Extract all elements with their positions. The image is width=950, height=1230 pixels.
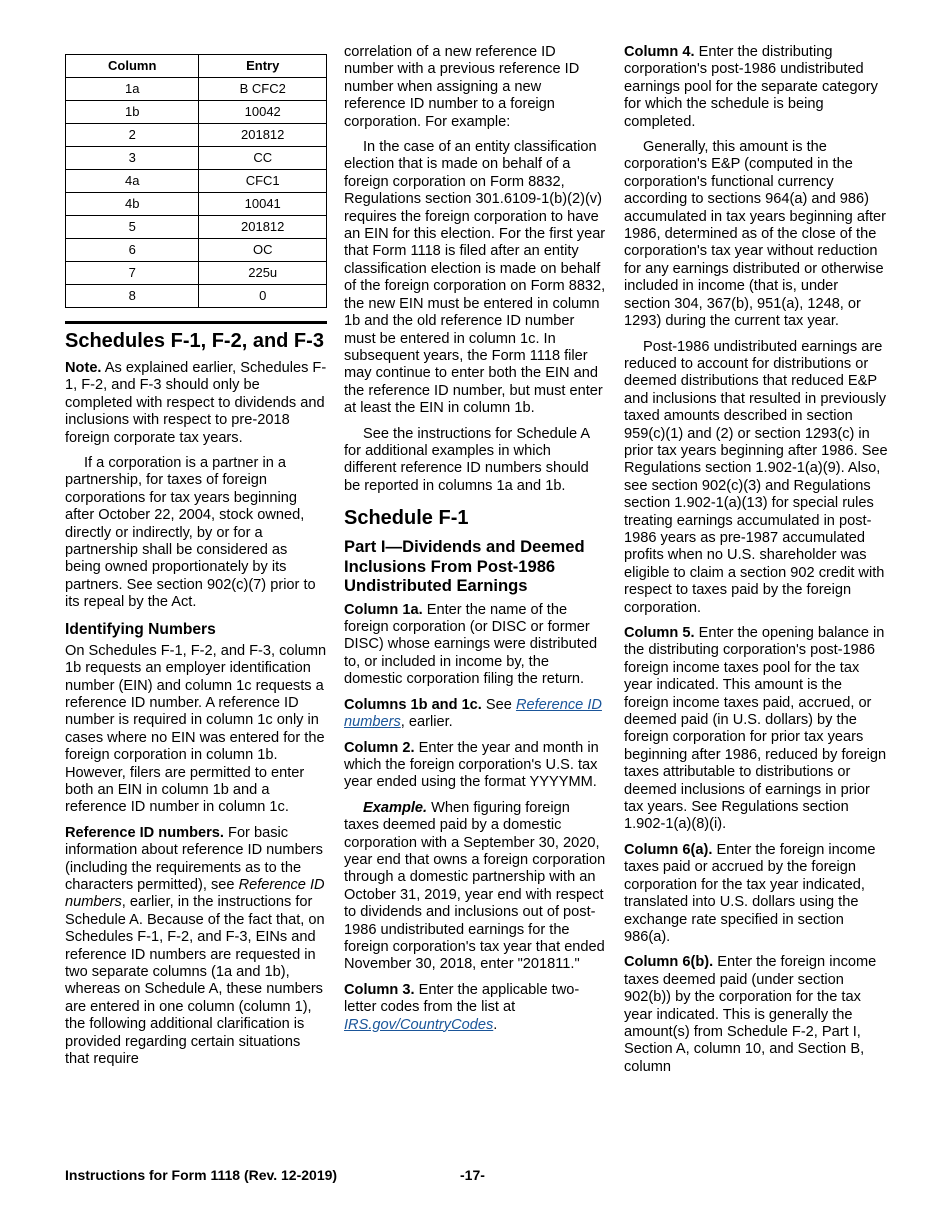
note-text: As explained earlier, Schedules F-1, F-2, and F-3 should only be completed with respect to dividends and inclusions with respect to pre-2018 foreign corporate tax years. — [65, 360, 327, 446]
table-cell-entry: OC — [199, 239, 327, 262]
table-cell-entry: B CFC2 — [199, 78, 327, 101]
columns-1b-1c-text-end: , earlier. — [400, 714, 453, 731]
part-one-heading: Part I—Dividends and Deemed Inclusions From Post-1986 Undistributed Earnings — [344, 537, 585, 596]
table-cell-entry: 0 — [199, 285, 327, 308]
table-cell-column: 1b — [66, 101, 199, 124]
table-row — [66, 193, 327, 216]
table-row — [66, 262, 327, 285]
example-paragraph — [344, 800, 606, 974]
reference-id-text-cont: , earlier, in the instructions for Schedule A. Because of the fact that, on Schedules F-1, F-2, and F-3, EINs and reference ID numbers are requested in two separate columns (1a and 1b), whereas on Schedule A, these numbers are entered in one column (column 1), the following additional clarification is provided regarding certain situations that require — [65, 894, 325, 1068]
column-6b-text: Enter the foreign income taxes deemed paid (under section 902(b)) by the corporation for the tax year indicated. This is generally the amount(s) from Schedule F-2, Part I, Section A, column 10, and Section B, column — [624, 954, 877, 1075]
section-rule — [65, 321, 327, 352]
column-2-lead: Column 2. — [344, 739, 415, 756]
reference-id-italic: Reference ID numbers — [65, 876, 325, 911]
reference-id-paragraph — [65, 825, 327, 1069]
reference-id-link[interactable]: Reference ID numbers — [344, 696, 602, 731]
table-cell-entry: 10041 — [199, 193, 327, 216]
note-paragraph — [65, 360, 327, 447]
table-cell-entry: CC — [199, 147, 327, 170]
table-cell-column: 8 — [66, 285, 199, 308]
table-row — [66, 239, 327, 262]
column-1a-lead: Column 1a. — [344, 601, 423, 618]
table-cell-entry: 201812 — [199, 216, 327, 239]
see-instructions-paragraph: See the instructions for Schedule A for additional examples in which different reference ID numbers should be reported in columns 1a and 1b. — [344, 425, 590, 494]
table-cell-entry: 201812 — [199, 124, 327, 147]
table-cell-column: 4a — [66, 170, 199, 193]
partner-paragraph: If a corporation is a partner in a partnership, for taxes of foreign corporations for tax years beginning after October 22, 2004, stock owned, directly or indirectly, by or for a partnership shall be considered as being owned proportionately by its partners. See section 902(c)(7) prior to its repeal by the Act. — [65, 455, 316, 611]
table-row — [66, 78, 327, 101]
table-row — [66, 124, 327, 147]
schedule-f1-heading: Schedule F-1 — [344, 507, 469, 530]
column-6b-lead: Column 6(b). — [624, 954, 714, 971]
post-1986-paragraph: Post-1986 undistributed earnings are reduced to account for distributions or deemed distributions that reduced E&P and inclusions that resulted in previously taxed amounts described in section 959(c)(1) and (2) or section 1293(c) in prior tax years beginning after 1986. See Regulations section 1.902-1(a)(9). Also, see section 902(c)(3) and Regulations section 1.902-1(a)(13) for special rules treating earnings accumulated in post-1986 years as pre-1987 accumulated profits when no U.S. shareholder was eligible to claim a section 902 credit with respect to taxes paid by the foreign corporation. — [624, 338, 888, 616]
column-6a-text: Enter the foreign income taxes paid or accrued by the foreign corporation for the tax year indicated, translated into U.S. dollars using the exchange rate specified in section 986(a). — [624, 841, 876, 945]
column-1a-paragraph — [344, 602, 606, 689]
column-3-lead: Column 3. — [344, 981, 415, 998]
reference-id-lead: Reference ID numbers. — [65, 824, 224, 841]
table-cell-column: 5 — [66, 216, 199, 239]
column-5-paragraph — [624, 625, 888, 834]
table-row — [66, 285, 327, 308]
table-row — [66, 101, 327, 124]
table-row — [66, 170, 327, 193]
continued-paragraph: correlation of a new reference ID number with a previous reference ID number when assigning a new reference ID number to a foreign corporation. For example: — [344, 44, 580, 130]
generally-paragraph: Generally, this amount is the corporation's E&P (computed in the corporation's functional currency according to sections 964(a) and 986) accumulated in tax years beginning after 1986, determined as of the close of the corporation's tax year without reduction for any earnings distributed or otherwise included in income (that is, under section 304, 367(b), 951(a), 1248, or 1293) during the current tax year. — [624, 139, 887, 330]
table-cell-entry: 225u — [199, 262, 327, 285]
column-5-lead: Column 5. — [624, 625, 695, 641]
table-row — [66, 147, 327, 170]
example-lead: Example. — [363, 799, 428, 816]
example-text: When figuring foreign taxes deemed paid by a domestic corporation with a September 30, 2020, year end that owns a foreign corporation through a domestic partnership with an October 31, 2019, year end with respect to dividends and inclusions out of post-1986 undistributed earnings for the foreign corporation's tax year that ended November 30, 2018, enter "201811." — [344, 799, 606, 973]
table-cell-entry: 10042 — [199, 101, 327, 124]
column-3-end: . — [493, 1016, 498, 1033]
election-paragraph: In the case of an entity classification election that is made on behalf of a foreign corporation on Form 8832, Regulations section 301.6109-1(b)(2)(v) requires the foreign corporation to have an EIN for this election. For the first year that Form 1118 is filed after an entity classification election is made on behalf of the foreign corporation on Form 8832, the new EIN must be entered in column 1b and the old reference ID number must be entered in column 1c. In subsequent years, the Form 1118 filer may continue to enter both the EIN and the reference ID number, but must enter at least the EIN in column 1b. — [344, 139, 606, 417]
table-cell-column: 7 — [66, 262, 199, 285]
identifying-numbers-paragraph: On Schedules F-1, F-2, and F-3, column 1b requests an employer identification number (EIN) and column 1c requests a reference ID number. A reference ID number is required in column 1c only in cases where no EIN was entered for the foreign corporation in column 1b. However, filers are permitted to enter both an EIN in column 1b and a reference ID number in column 1c. — [65, 642, 327, 816]
table-header-row — [66, 55, 327, 78]
column-6a-paragraph — [624, 842, 888, 946]
column-2-text: Enter the year and month in which the foreign corporation's U.S. tax year ended using the format YYYYMM. — [344, 739, 599, 791]
column-3-paragraph — [344, 982, 606, 1034]
note-lead: Note. — [65, 360, 102, 376]
table-row — [66, 216, 327, 239]
column-4-text: Enter the distributing corporation's post-1986 undistributed earnings pool for the separate category for which the schedule is being completed. — [624, 44, 878, 130]
table-header-column: Column — [66, 55, 199, 78]
table-cell-column: 3 — [66, 147, 199, 170]
columns-1b-1c-paragraph — [344, 697, 606, 732]
column-6b-paragraph — [624, 954, 888, 1076]
table-cell-column: 2 — [66, 124, 199, 147]
schedules-f-heading: Schedules F-1, F-2, and F-3 — [65, 330, 324, 352]
table-cell-column: 6 — [66, 239, 199, 262]
columns-1b-1c-text: See — [485, 696, 512, 713]
column-2-paragraph — [344, 740, 606, 792]
table-cell-entry: CFC1 — [199, 170, 327, 193]
table-cell-column: 1a — [66, 78, 199, 101]
footer-form-title: Instructions for Form 1118 (Rev. 12-2019) — [65, 1167, 338, 1183]
column-4-lead: Column 4. — [624, 44, 695, 60]
column-5-text: Enter the opening balance in the distributing corporation's post-1986 foreign income taxes pool for the tax year indicated. This amount is the foreign income taxes paid, accrued, or deemed paid (in U.S. dollars) by the foreign corporation for prior tax years beginning after 1986, reduced by foreign taxes attributable to distributions or deemed inclusions of earnings in prior tax years. See Regulations section 1.902-1(a)(8)(i). — [624, 625, 887, 833]
identifying-numbers-heading: Identifying Numbers — [65, 620, 216, 638]
column-3-text: Enter the applicable two-letter codes from the list at — [344, 981, 580, 1016]
reference-id-text: For basic information about reference ID numbers (including the requirements as to the characters permitted), see — [65, 824, 323, 893]
table-cell-column: 4b — [66, 193, 199, 216]
columns-1b-1c-lead: Columns 1b and 1c. — [344, 696, 482, 713]
column-6a-lead: Column 6(a). — [624, 841, 713, 858]
country-codes-link[interactable]: IRS.gov/CountryCodes — [344, 1016, 494, 1033]
table-header-entry: Entry — [199, 55, 327, 78]
column-2 — [344, 44, 606, 1042]
column-1a-text: Enter the name of the foreign corporation (or DISC or former DISC) whose earnings were distributed to, or included in income by, the domestic corporation filing the return. — [344, 601, 598, 688]
column-3 — [624, 44, 888, 1084]
column-entry-table — [65, 54, 327, 308]
column-1 — [65, 44, 327, 1076]
column-4-paragraph — [624, 44, 888, 131]
page-number: -17- — [460, 1167, 485, 1183]
